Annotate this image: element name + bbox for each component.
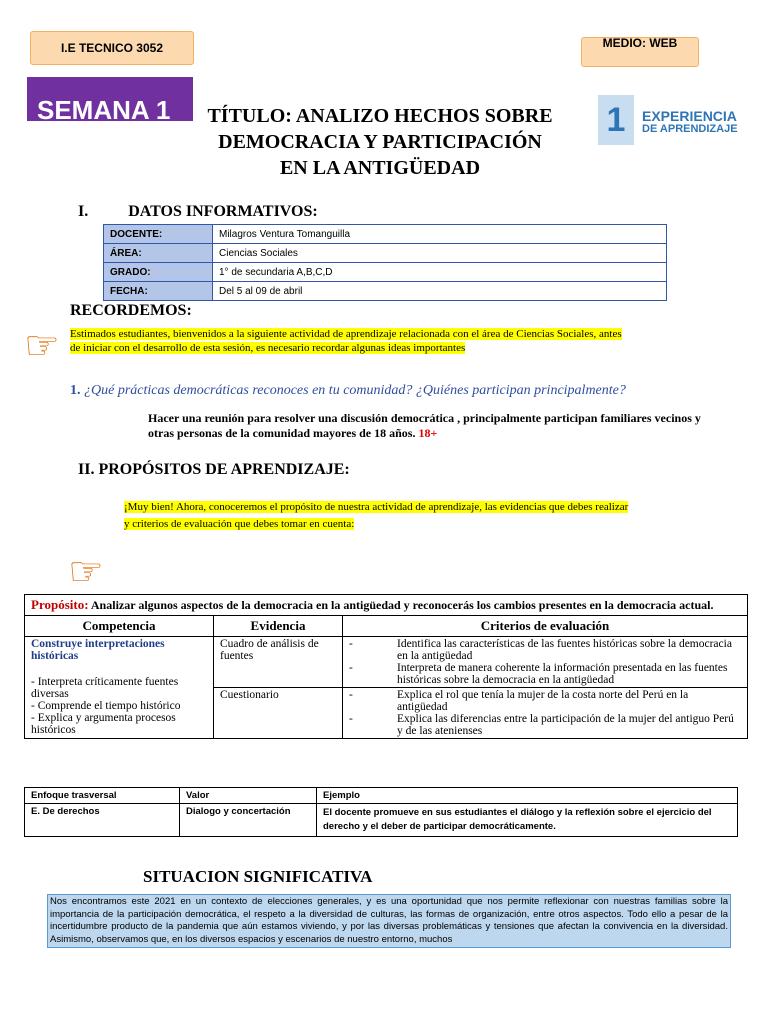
datos-title: DATOS INFORMATIVOS:	[128, 203, 318, 220]
title-line-2: DEMOCRACIA Y PARTICIPACIÓN	[218, 131, 542, 153]
criterio-dash: -	[349, 662, 353, 674]
page-title	[190, 103, 570, 181]
datos-table	[103, 224, 667, 301]
table-row	[25, 804, 738, 837]
table-row	[104, 282, 667, 301]
recordemos-intro-line-2: de iniciar con el desarrollo de esta sesión, es necesario recordar algunas ideas importantes	[70, 342, 466, 354]
answer-line-1: Hacer una reunión para resolver una discusión democrática , principalmente participan familiares vecinos y	[148, 411, 701, 425]
propositos-heading: II. PROPÓSITOS DE APRENDIZAJE:	[78, 461, 350, 478]
criterio-item	[349, 713, 741, 737]
pointing-hand-icon: ☞	[68, 550, 104, 594]
purpose-text: Analizar algunos aspectos de la democracia en la antigüedad y reconocerás los cambios presentes en la democracia actual.	[90, 598, 714, 612]
school-label: I.E TECNICO 3052	[30, 31, 194, 65]
table-row	[25, 637, 748, 688]
table-cell-label: ÁREA:	[104, 244, 213, 263]
column-header-criterios: Criterios de evaluación	[343, 616, 748, 637]
logo-number-box: 1	[598, 95, 634, 145]
ejemplo-cell: El docente promueve en sus estudiantes el diálogo y la reflexión sobre el ejercicio del derecho y el deber de participar democráticamente.	[317, 804, 738, 837]
question-number: 1.	[70, 383, 81, 398]
column-header-valor: Valor	[180, 788, 317, 804]
evidencia-cell: Cuestionario	[214, 688, 343, 739]
criterio-text: Explica el rol que tenía la mujer de la costa norte del Perú en la antigüedad	[397, 689, 689, 713]
enfoque-cell: E. De derechos	[25, 804, 180, 837]
column-header-ejemplo: Ejemplo	[317, 788, 738, 804]
criterio-text: Identifica las características de las fuentes históricas sobre la democracia en la antigüedad	[397, 638, 732, 662]
competencia-item: - Explica y argumenta procesos históricos	[31, 712, 176, 736]
title-line-1: TÍTULO: ANALIZO HECHOS SOBRE	[207, 105, 553, 127]
criterio-text: Explica las diferencias entre la participación de la mujer del antiguo Perú y de las atenienses	[397, 713, 734, 737]
logo-line-1: EXPERIENCIA	[642, 108, 737, 124]
table-cell-label: GRADO:	[104, 263, 213, 282]
valor-cell: Dialogo y concertación	[180, 804, 317, 837]
criterio-item	[349, 638, 741, 662]
table-cell-value: 1° de secundaria A,B,C,D	[213, 263, 667, 282]
column-header-competencia: Competencia	[25, 616, 214, 637]
evidencia-cell: Cuadro de análisis de fuentes	[214, 637, 343, 688]
criterio-dash: -	[349, 689, 353, 701]
table-row	[25, 595, 748, 616]
table-header-row	[25, 616, 748, 637]
column-header-enfoque: Enfoque trasversal	[25, 788, 180, 804]
column-header-evidencia: Evidencia	[214, 616, 343, 637]
enfoque-table	[24, 787, 738, 837]
week-banner: SEMANA 1	[27, 77, 193, 121]
propositos-intro-line-2: y criterios de evaluación que debes tomar en cuenta:	[124, 518, 355, 530]
datos-heading	[78, 203, 318, 221]
recordemos-intro	[70, 327, 622, 355]
situacion-text: Nos encontramos este 2021 en un contexto de elecciones generales, y es una oportunidad que nos permite reflexionar con nuestras familias sobre la importancia de la participación democrática, el respeto a la diversidad de culturas, las formas de organización, entre otros aspectos. Todo ello a pesar de la incertidumbre producto de la pandemia que aún estamos viviendo, y por las diversas problemáticas y tensiones que afectan la convivencia en la diversidad. Asimismo, observamos que, en los diversos espacios y escenarios de nuestro entorno, muchos	[47, 894, 731, 948]
table-cell-value: Del 5 al 09 de abril	[213, 282, 667, 301]
table-cell-label: DOCENTE:	[104, 225, 213, 244]
datos-numeral: I.	[78, 203, 89, 220]
purpose-cell	[25, 595, 748, 616]
table-row	[104, 263, 667, 282]
criterio-dash: -	[349, 713, 353, 725]
table-header-row	[25, 788, 738, 804]
question-text: ¿Qué prácticas democráticas reconoces en tu comunidad? ¿Quiénes participan principalmente?	[84, 383, 626, 398]
purpose-label: Propósito:	[31, 597, 89, 612]
answer-highlight: 18+	[418, 426, 438, 440]
competencia-cell	[25, 637, 214, 739]
criterio-dash: -	[349, 638, 353, 650]
logo-line-2: DE APRENDIZAJE	[642, 123, 738, 135]
situacion-heading: SITUACION SIGNIFICATIVA	[143, 867, 373, 886]
competencia-title: Construye interpretaciones históricas	[31, 638, 165, 662]
pointing-hand-icon: ☞	[24, 324, 60, 368]
table-cell-value: Milagros Ventura Tomanguilla	[213, 225, 667, 244]
propositos-intro	[124, 499, 628, 533]
criterio-item	[349, 662, 741, 686]
table-row	[104, 244, 667, 263]
criterio-item	[349, 689, 741, 713]
propositos-intro-line-1: ¡Muy bien! Ahora, conoceremos el propósito de nuestra actividad de aprendizaje, las evidencias que debes realizar	[124, 501, 629, 513]
competencia-item: - Comprende el tiempo histórico	[31, 700, 181, 712]
experiencia-logo	[596, 95, 746, 145]
answer-line-2: otras personas de la comunidad mayores de 18 años.	[148, 426, 416, 440]
recordemos-intro-line-1: Estimados estudiantes, bienvenidos a la siguiente actividad de aprendizaje relacionada con el área de Ciencias Sociales, antes	[70, 328, 622, 340]
table-cell-label: FECHA:	[104, 282, 213, 301]
logo-text	[642, 109, 738, 135]
table-row	[104, 225, 667, 244]
criterio-text: Interpreta de manera coherente la información presentada en las fuentes históricas sobre la democracia en la antigüedad	[397, 662, 728, 686]
title-line-3: EN LA ANTIGÜEDAD	[279, 157, 481, 179]
table-cell-value: Ciencias Sociales	[213, 244, 667, 263]
medium-label: MEDIO: WEB	[581, 37, 699, 67]
recordemos-heading: RECORDEMOS:	[70, 302, 192, 319]
propositos-table	[24, 594, 748, 739]
recordemos-answer	[148, 411, 738, 441]
competencia-item: - Interpreta críticamente fuentes diversas	[31, 676, 179, 700]
recordemos-question	[70, 383, 626, 399]
criterios-cell	[343, 637, 748, 688]
criterios-cell	[343, 688, 748, 739]
